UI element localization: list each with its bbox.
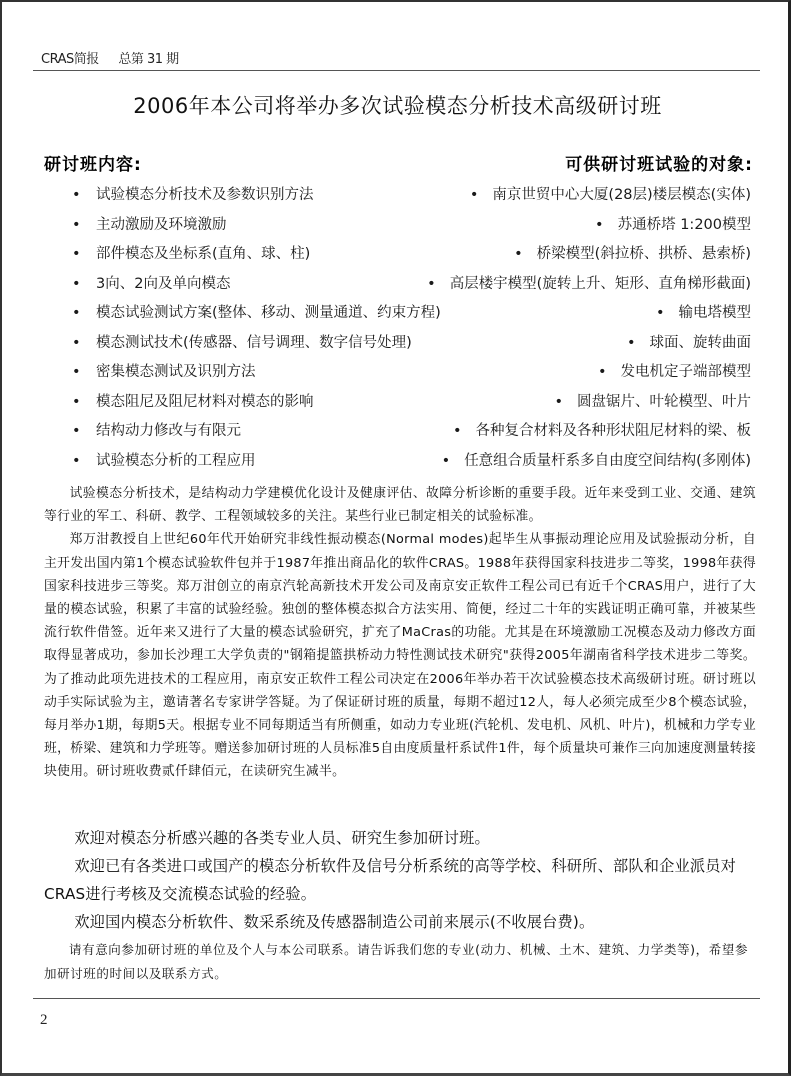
list-item-text: 3向、2向及单向模态 — [96, 275, 231, 292]
bullet-icon: • — [72, 334, 81, 351]
list-item — [427, 211, 751, 241]
list-item — [427, 358, 751, 388]
list-item — [72, 447, 441, 477]
bullet-icon: • — [427, 275, 436, 292]
list-item — [427, 270, 751, 300]
list-item-text: 模态试验测试方案(整体、移动、测量通道、约束方程) — [96, 305, 441, 321]
bullet-icon: • — [72, 187, 81, 203]
list-item — [427, 329, 751, 359]
bullet-icon: • — [469, 187, 479, 203]
list-item — [72, 329, 441, 359]
list-item-text: 部件模态及坐标系(直角、球、柱) — [96, 246, 311, 262]
bullet-icon: • — [72, 364, 81, 380]
list-item-text: 试验模态分析的工程应用 — [96, 452, 256, 469]
content-section-heading: 研讨班内容: — [44, 155, 142, 175]
objects-list — [427, 181, 751, 476]
header-rule — [33, 70, 760, 71]
list-item-text: 密集模态测试及识别方法 — [96, 364, 256, 380]
bullet-icon: • — [626, 334, 636, 351]
list-item-text: 南京世贸中心大厦(28层)楼层模态(实体) — [492, 187, 751, 203]
bullet-icon: • — [597, 364, 607, 380]
page-number: 2 — [40, 1012, 48, 1028]
bullet-icon: • — [514, 246, 523, 262]
list-item-text: 任意组合质量杆系多自由度空间结构(多刚体) — [464, 452, 751, 469]
list-item — [72, 240, 441, 270]
list-item-text: 高层楼宇模型(旋转上升、矩形、直角梯形截面) — [449, 275, 751, 292]
list-item — [72, 270, 441, 300]
list-item — [72, 299, 441, 329]
bullet-icon: • — [441, 452, 451, 469]
list-item-text: 结构动力修改与有限元 — [96, 423, 241, 439]
list-item — [72, 358, 441, 388]
list-item-text: 圆盘锯片、叶轮模型、叶片 — [577, 393, 751, 410]
publication-name: CRAS简报 — [41, 52, 99, 67]
welcome-paragraph: 欢迎对模态分析感兴趣的各类专业人员、研究生参加研讨班。 — [74, 829, 490, 847]
list-item — [427, 299, 751, 329]
bullet-icon: • — [452, 423, 462, 439]
bullet-icon: • — [72, 246, 81, 262]
list-item — [427, 388, 751, 418]
list-item — [72, 388, 441, 418]
list-item-text: 球面、旋转曲面 — [649, 334, 751, 351]
bullet-icon: • — [72, 393, 81, 410]
welcome-section — [44, 824, 756, 936]
list-item-text: 主动激励及环境激励 — [96, 216, 227, 233]
body-paragraph: 试验模态分析技术，是结构动力学建模优化设计及健康评估、故障分析诊断的重要手段。近年来受到工业、交通、建筑等行业的军工、科研、教学、工程领域较多的关注。某些行业已制定相关的试验标准。 — [44, 486, 756, 525]
list-item — [72, 417, 441, 447]
content-list — [72, 181, 441, 476]
running-head — [41, 48, 195, 67]
bullet-icon: • — [72, 452, 81, 469]
footer-rule — [33, 998, 760, 999]
bullet-icon: • — [655, 305, 665, 321]
objects-section-heading: 可供研讨班试验的对象: — [565, 155, 753, 175]
welcome-paragraph: 欢迎已有各类进口或国产的模态分析软件及信号分析系统的高等学校、科研所、部队和企业派员对CRAS进行考核及交流模态试验的经验。 — [44, 857, 737, 903]
list-item-text: 发电机定子端部模型 — [620, 364, 751, 380]
body-paragraph: 郑万泔教授自上世纪60年代开始研究非线性振动模态(Normal modes)起毕生从事振动理论应用及试验振动分析，自主开发出国内第1个模态试验软件包并于1987年推出商品化的软件CRAS。1988年获得国家科技进步二等奖，1998年获得国家科技进步三等奖。郑万泔创立的南京汽轮高新技术开发公司及南京安正软件工程公司已有近千个CRAS用户，进行了大量的模态试验，积累了丰富的试验经验。独创的整体模态拟合方法实用、简便，经过二十年的实践证明正确可靠，并被某些流行软件借签。近年来又进行了大量的模态试验研究，扩充了MaCras的功能。尤其是在环境激励工况模态及动力修改方面取得显著成功，参加长沙理工大学负责的"钢箱提篮拱桥动力特性测试技术研究"获得2005年湖南省科学技术进步二等奖。为了推动此项先进技术的工程应用，南京安正软件工程公司决定在2006年举办若干次试验模态技术高级研讨班。研讨班以动手实际试验为主，邀请著名专家讲学答疑。为了保证研讨班的质量，每期不超过12人，每人必须完成至少8个模态试验，每月举办1期，每期5天。根据专业不同每期适当有所侧重，如动力专业班(汽轮机、发电机、风机、叶片)，机械和力学专业班，桥梁、建筑和力学班等。赠送参加研讨班的人员标准5自由度质量杆系试件1件，每个质量块可兼作三向加速度测量转接块使用。研讨班收费贰仟肆佰元，在读研究生减半。 — [44, 532, 756, 780]
bullet-icon: • — [595, 216, 604, 233]
list-item-text: 模态测试技术(传感器、信号调理、数字信号处理) — [96, 334, 412, 351]
bullet-icon: • — [72, 423, 81, 439]
contact-section — [44, 938, 756, 986]
body-text — [44, 482, 756, 784]
list-item-text: 模态阻尼及阻尼材料对模态的影响 — [96, 393, 314, 410]
list-item — [72, 181, 441, 211]
issue-number: 总第 31 期 — [118, 52, 179, 67]
list-item — [427, 181, 751, 211]
list-item-text: 输电塔模型 — [678, 305, 751, 321]
list-item-text: 桥梁模型(斜拉桥、拱桥、悬索桥) — [536, 246, 751, 262]
list-item-text: 苏通桥塔 1:200模型 — [617, 216, 751, 233]
page-title: 2006年本公司将举办多次试验模态分析技术高级研讨班 — [133, 94, 662, 118]
list-item — [427, 240, 751, 270]
welcome-paragraph: 欢迎国内模态分析软件、数采系统及传感器制造公司前来展示(不收展台费)。 — [74, 913, 595, 931]
contact-paragraph: 请有意向参加研讨班的单位及个人与本公司联系。请告诉我们您的专业(动力、机械、土木、建筑、力学类等)，希望参加研讨班的时间以及联系方式。 — [44, 942, 749, 981]
list-item-text: 各种复合材料及各种形状阻尼材料的梁、板 — [475, 423, 751, 439]
list-item — [72, 211, 441, 241]
list-item — [427, 447, 751, 477]
list-item-text: 试验模态分析技术及参数识别方法 — [96, 187, 314, 203]
bullet-icon: • — [72, 275, 81, 292]
bullet-icon: • — [72, 216, 81, 233]
bullet-icon: • — [554, 393, 563, 410]
bullet-icon: • — [72, 305, 81, 321]
list-item — [427, 417, 751, 447]
